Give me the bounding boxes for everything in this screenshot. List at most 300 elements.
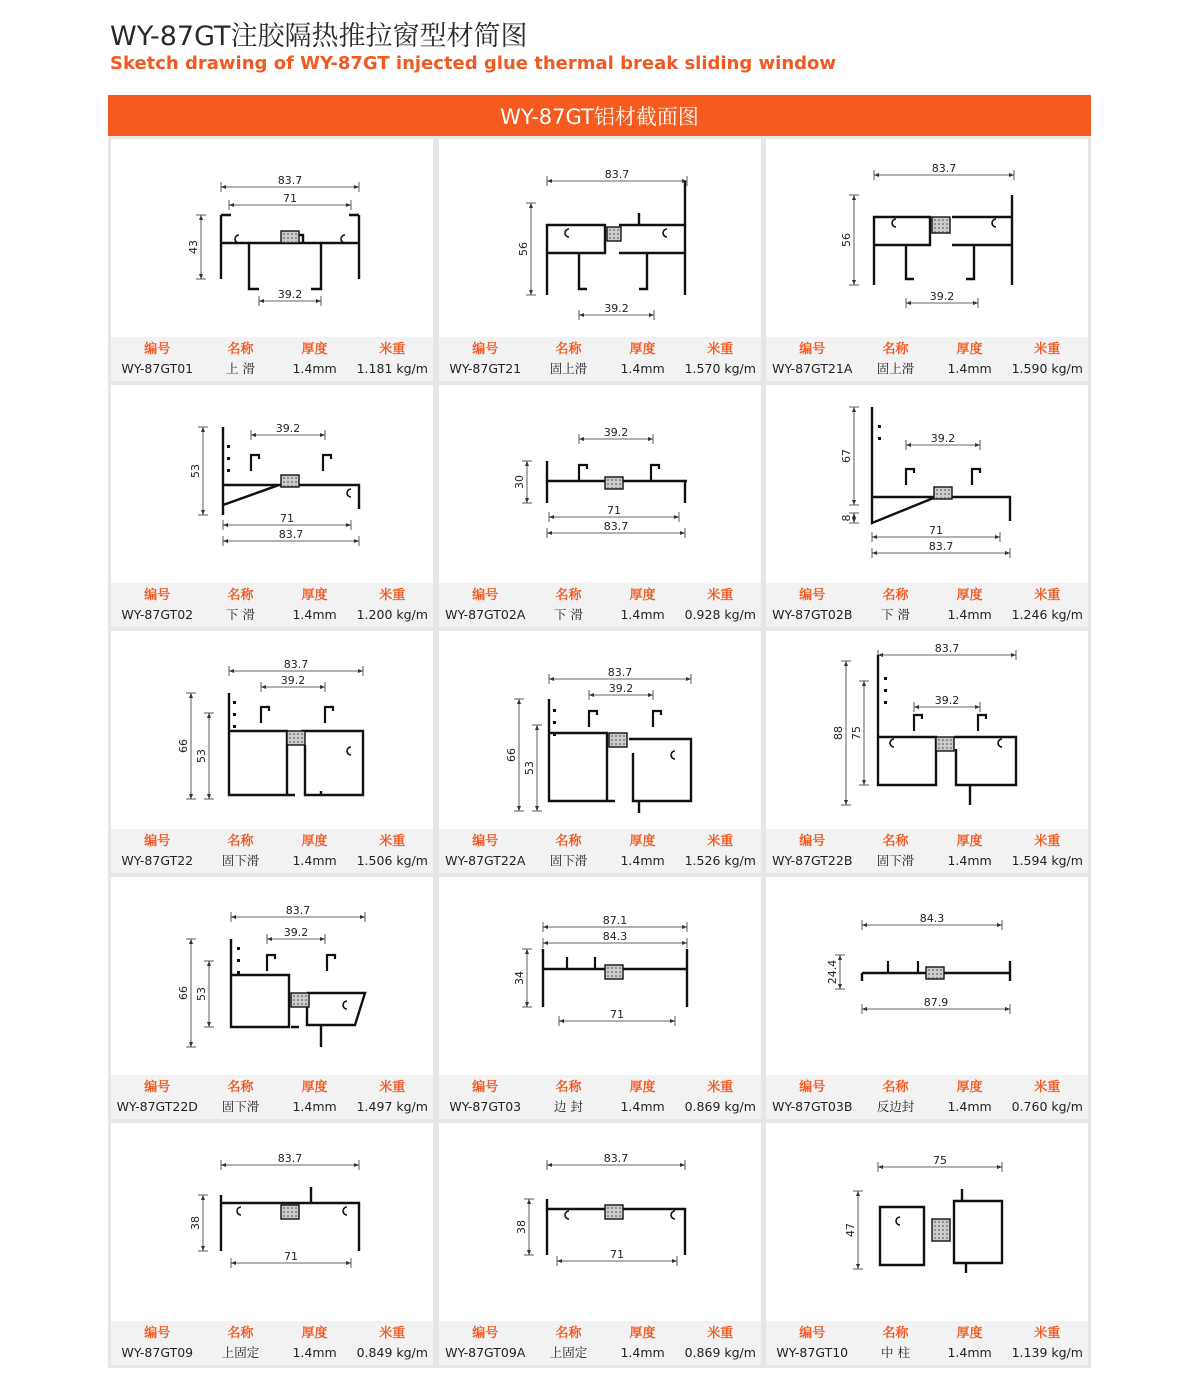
spec-row <box>766 337 1088 381</box>
spec-value: 上 滑 <box>226 361 256 376</box>
spec-label: 名称 <box>882 342 909 357</box>
brush-slot <box>233 725 236 728</box>
spec-label: 名称 <box>555 1080 582 1095</box>
spec-value: 固下滑 <box>221 853 260 868</box>
spec-value: 边 封 <box>554 1099 584 1114</box>
spec-value: 1.200 kg/m <box>356 607 428 622</box>
spec-value: 1.4mm <box>620 1099 665 1114</box>
spec-value: 1.4mm <box>620 607 665 622</box>
dim-height <box>187 215 206 279</box>
svg-text:83.7: 83.7 <box>283 658 309 671</box>
spec-label: 米重 <box>1034 1080 1061 1095</box>
svg-text:8: 8 <box>840 514 853 522</box>
spec-label: 厚度 <box>301 1080 328 1095</box>
hook-rail <box>327 955 335 971</box>
glue-strip <box>932 217 950 233</box>
dim-width <box>878 1154 1002 1172</box>
dim-outer <box>862 996 1010 1014</box>
spec-row <box>439 829 761 873</box>
spec-label: 编号 <box>472 342 499 357</box>
spec-label: 米重 <box>1034 834 1061 849</box>
spec-weight <box>1007 1321 1088 1365</box>
profile-drawing <box>111 631 433 829</box>
spec-row <box>766 583 1088 627</box>
spec-code <box>111 1321 204 1365</box>
spec-value: WY-87GT02B <box>772 607 853 622</box>
spec-weight <box>1007 583 1088 627</box>
dim-inner-height <box>195 961 214 1027</box>
profile-section <box>878 655 1016 805</box>
glue-strip <box>281 231 299 243</box>
hook-rail <box>251 455 259 471</box>
glue-strip <box>609 733 627 747</box>
spec-label: 米重 <box>1034 1326 1061 1341</box>
spec-value: 中 柱 <box>881 1345 911 1360</box>
svg-text:83.7: 83.7 <box>285 904 311 917</box>
spec-name <box>204 1075 278 1119</box>
spec-label: 厚度 <box>956 1080 983 1095</box>
brush-slot <box>227 445 230 448</box>
svg-text:83.7: 83.7 <box>603 1152 629 1165</box>
svg-text:39.2: 39.2 <box>608 682 634 695</box>
dim-height <box>515 1199 534 1255</box>
spec-thickness <box>278 337 352 381</box>
spec-value: WY-87GT21A <box>772 361 853 376</box>
profile-card <box>766 139 1088 381</box>
spec-label: 编号 <box>144 1080 171 1095</box>
spec-value: 1.4mm <box>947 853 992 868</box>
profile-card <box>439 139 761 381</box>
spec-code <box>766 337 859 381</box>
dim-track <box>914 694 980 712</box>
brush-slot <box>227 457 230 460</box>
spec-label: 名称 <box>882 1326 909 1341</box>
spec-value: 1.497 kg/m <box>356 1099 428 1114</box>
glue-strip <box>934 487 952 499</box>
svg-text:71: 71 <box>284 1250 298 1263</box>
glue-strip <box>607 227 621 241</box>
spec-label: 名称 <box>555 834 582 849</box>
spec-row <box>439 1075 761 1119</box>
brush-slot <box>227 469 230 472</box>
spec-label: 编号 <box>799 834 826 849</box>
dim-height <box>189 427 208 515</box>
dim-height <box>177 939 196 1047</box>
spec-row <box>766 829 1088 873</box>
spec-name <box>859 1321 933 1365</box>
spec-value: 下 滑 <box>226 607 256 622</box>
groove-mark <box>663 229 667 237</box>
spec-label: 名称 <box>227 834 254 849</box>
glue-strip <box>926 967 944 979</box>
spec-label: 米重 <box>379 342 406 357</box>
spec-label: 厚度 <box>956 834 983 849</box>
glue-strip <box>932 1219 950 1241</box>
profile-card <box>766 385 1088 627</box>
spec-weight <box>352 337 433 381</box>
spec-value: WY-87GT09 <box>121 1345 194 1360</box>
groove-mark <box>896 1217 900 1225</box>
spec-label: 米重 <box>707 1080 734 1095</box>
spec-label: 厚度 <box>629 1326 656 1341</box>
svg-text:38: 38 <box>515 1220 528 1234</box>
dim-height <box>844 1191 863 1269</box>
spec-value: 1.4mm <box>620 361 665 376</box>
profile-card <box>439 1123 761 1365</box>
svg-text:39.2: 39.2 <box>930 432 956 445</box>
spec-thickness <box>606 337 680 381</box>
dim-height <box>840 407 859 505</box>
fin <box>567 957 595 969</box>
spec-row <box>111 829 433 873</box>
dim-height <box>177 693 196 799</box>
svg-text:71: 71 <box>280 512 294 525</box>
profile-section <box>221 215 359 289</box>
spec-value: 1.139 kg/m <box>1011 1345 1083 1360</box>
dim-width <box>547 1152 685 1170</box>
spec-value: 0.928 kg/m <box>684 607 756 622</box>
spec-value: 1.526 kg/m <box>684 853 756 868</box>
spec-value: 1.4mm <box>292 1345 337 1360</box>
dim-inner-height <box>850 681 869 785</box>
spec-label: 编号 <box>144 834 171 849</box>
spec-thickness <box>933 1075 1007 1119</box>
svg-text:66: 66 <box>177 739 190 753</box>
page-subtitle: Sketch drawing of WY-87GT injected glue thermal break sliding window <box>110 53 837 74</box>
spec-label: 厚度 <box>956 1326 983 1341</box>
glue-strip <box>291 993 309 1007</box>
svg-text:47: 47 <box>844 1223 857 1237</box>
spec-label: 编号 <box>799 342 826 357</box>
spec-weight <box>1007 1075 1088 1119</box>
spec-value: 1.4mm <box>947 1099 992 1114</box>
profile-drawing <box>439 1123 761 1321</box>
spec-label: 厚度 <box>629 1080 656 1095</box>
spec-label: 名称 <box>555 1326 582 1341</box>
spec-name <box>532 583 606 627</box>
hook-rail <box>267 955 275 971</box>
profile-section <box>223 427 359 515</box>
spec-value: 0.869 kg/m <box>684 1099 756 1114</box>
svg-text:66: 66 <box>177 986 190 1000</box>
brush-slot <box>553 709 556 712</box>
spec-label: 厚度 <box>956 342 983 357</box>
spec-weight <box>1007 829 1088 873</box>
dim-width <box>862 912 1002 930</box>
spec-label: 名称 <box>227 1080 254 1095</box>
profile-card <box>439 385 761 627</box>
glue-strip <box>605 965 623 979</box>
spec-row <box>111 1075 433 1119</box>
spec-value: 固下滑 <box>876 853 915 868</box>
spec-thickness <box>278 1075 352 1119</box>
dim-height <box>513 949 532 1007</box>
spec-name <box>204 583 278 627</box>
spec-value: 固上滑 <box>876 361 915 376</box>
spec-weight <box>680 829 761 873</box>
svg-text:84.3: 84.3 <box>919 912 945 925</box>
spec-name <box>204 829 278 873</box>
svg-text:88: 88 <box>832 726 845 740</box>
svg-text:71: 71 <box>610 1248 624 1261</box>
spec-label: 米重 <box>707 342 734 357</box>
svg-text:71: 71 <box>283 192 297 205</box>
spec-label: 编号 <box>472 1326 499 1341</box>
spec-label: 编号 <box>472 588 499 603</box>
brush-slot <box>553 733 556 736</box>
svg-text:71: 71 <box>929 524 943 537</box>
profile-card <box>439 631 761 873</box>
profile-card <box>111 385 433 627</box>
glue-strip <box>605 1205 623 1219</box>
spec-row <box>111 337 433 381</box>
svg-text:53: 53 <box>523 761 536 775</box>
svg-text:83.7: 83.7 <box>928 540 954 553</box>
spec-label: 厚度 <box>629 342 656 357</box>
groove-mark <box>671 751 675 759</box>
profile-card <box>111 631 433 873</box>
dim-height <box>505 699 524 811</box>
fin <box>888 961 918 973</box>
dim-track <box>906 290 978 308</box>
svg-text:83.7: 83.7 <box>603 520 629 533</box>
svg-text:71: 71 <box>610 1008 624 1021</box>
dim-height <box>513 461 532 503</box>
spec-code <box>439 1321 532 1365</box>
dim-width <box>543 930 687 948</box>
spec-value: WY-87GT03 <box>449 1099 522 1114</box>
spec-value: 1.4mm <box>620 1345 665 1360</box>
spec-label: 厚度 <box>629 588 656 603</box>
spec-label: 名称 <box>227 342 254 357</box>
dim-width <box>231 904 365 922</box>
brush-slot <box>884 689 887 692</box>
glue-strip <box>936 737 954 751</box>
spec-value: 下 滑 <box>881 607 911 622</box>
spec-thickness <box>933 1321 1007 1365</box>
svg-text:34: 34 <box>513 971 526 985</box>
spec-value: 1.4mm <box>292 607 337 622</box>
brush-slot <box>884 677 887 680</box>
spec-label: 名称 <box>227 1326 254 1341</box>
spec-code <box>439 1075 532 1119</box>
spec-value: WY-87GT02 <box>121 607 194 622</box>
dim-track <box>579 426 653 444</box>
svg-text:75: 75 <box>933 1154 947 1167</box>
groove-mark <box>890 739 894 747</box>
spec-code <box>439 337 532 381</box>
spec-weight <box>680 583 761 627</box>
spec-thickness <box>606 1075 680 1119</box>
spec-value: 反边封 <box>876 1099 915 1114</box>
groove-mark <box>998 739 1002 747</box>
spec-code <box>439 829 532 873</box>
spec-value: 0.849 kg/m <box>356 1345 428 1360</box>
spec-label: 编号 <box>799 588 826 603</box>
spec-value: 0.869 kg/m <box>684 1345 756 1360</box>
svg-text:53: 53 <box>195 987 208 1001</box>
hook-rail <box>914 715 922 731</box>
spec-value: 1.4mm <box>947 607 992 622</box>
spec-weight <box>352 1321 433 1365</box>
spec-value: WY-87GT22A <box>445 853 526 868</box>
svg-text:38: 38 <box>189 1216 202 1230</box>
spec-label: 厚度 <box>301 1326 328 1341</box>
hook-rail <box>325 707 333 723</box>
groove-mark <box>347 747 351 755</box>
spec-label: 编号 <box>799 1326 826 1341</box>
spec-thickness <box>933 337 1007 381</box>
spec-row <box>439 1321 761 1365</box>
dim-width <box>872 540 1010 558</box>
spec-code <box>766 1321 859 1365</box>
spec-code <box>439 583 532 627</box>
brush-slot <box>878 437 881 440</box>
spec-value: WY-87GT22D <box>116 1099 198 1114</box>
spec-value: 1.4mm <box>292 361 337 376</box>
page-title: WY-87GT注胶隔热推拉窗型材简图 <box>110 21 528 52</box>
groove-mark <box>343 1207 347 1215</box>
svg-text:53: 53 <box>195 749 208 763</box>
spec-name <box>204 1321 278 1365</box>
spec-thickness <box>606 1321 680 1365</box>
spec-label: 编号 <box>144 588 171 603</box>
spec-weight <box>680 1075 761 1119</box>
spec-code <box>111 1075 204 1119</box>
spec-value: 固上滑 <box>549 361 588 376</box>
profile-section <box>549 699 691 813</box>
spec-row <box>766 1321 1088 1365</box>
spec-row <box>111 1321 433 1365</box>
spec-value: WY-87GT22B <box>772 853 853 868</box>
spec-value: 1.594 kg/m <box>1011 853 1083 868</box>
svg-text:87.1: 87.1 <box>602 914 628 927</box>
dim-track <box>579 302 654 320</box>
svg-text:84.3: 84.3 <box>602 930 628 943</box>
brush-slot <box>237 959 240 962</box>
dim-inner-height <box>523 725 542 811</box>
spec-weight <box>1007 337 1088 381</box>
glue-strip <box>287 731 305 745</box>
spec-value: 1.570 kg/m <box>684 361 756 376</box>
spec-code <box>766 829 859 873</box>
svg-text:56: 56 <box>840 233 853 247</box>
profile-drawing <box>439 877 761 1075</box>
dim-width <box>221 1152 359 1170</box>
spec-label: 米重 <box>379 834 406 849</box>
spec-value: WY-87GT01 <box>121 361 194 376</box>
spec-value: 1.590 kg/m <box>1011 361 1083 376</box>
spec-label: 名称 <box>227 588 254 603</box>
spec-thickness <box>606 583 680 627</box>
dim-width <box>878 642 1016 660</box>
spec-label: 编号 <box>472 1080 499 1095</box>
dim-width <box>223 528 359 546</box>
spec-code <box>766 1075 859 1119</box>
profile-grid <box>108 136 1091 1368</box>
brush-slot <box>237 947 240 950</box>
profile-drawing <box>111 877 433 1075</box>
spec-row <box>439 583 761 627</box>
spec-thickness <box>606 829 680 873</box>
spec-value: WY-87GT02A <box>445 607 526 622</box>
hook-rail <box>653 711 661 727</box>
spec-value: 上固定 <box>549 1345 588 1360</box>
glue-strip <box>281 475 299 487</box>
profile-card <box>766 1123 1088 1365</box>
brush-slot <box>553 721 556 724</box>
groove-mark <box>237 1207 241 1215</box>
profile-section <box>874 195 1012 285</box>
spec-thickness <box>278 829 352 873</box>
spec-value: 1.181 kg/m <box>356 361 428 376</box>
profile-card <box>111 139 433 381</box>
dim-width <box>874 162 1014 180</box>
spec-value: 1.4mm <box>947 361 992 376</box>
spec-value: 上固定 <box>221 1345 260 1360</box>
spec-label: 编号 <box>144 1326 171 1341</box>
dim-inner <box>557 1248 677 1266</box>
svg-text:39.2: 39.2 <box>275 422 301 435</box>
profile-drawing <box>111 385 433 583</box>
spec-label: 米重 <box>707 588 734 603</box>
spec-label: 编号 <box>144 342 171 357</box>
spec-label: 米重 <box>707 834 734 849</box>
svg-text:75: 75 <box>850 726 863 740</box>
spec-label: 名称 <box>555 342 582 357</box>
groove-mark <box>565 1211 569 1219</box>
spec-thickness <box>933 829 1007 873</box>
brush-slot <box>233 701 236 704</box>
spec-code <box>766 583 859 627</box>
dim-height <box>826 955 845 989</box>
svg-text:39.2: 39.2 <box>280 674 306 687</box>
spec-name <box>859 1075 933 1119</box>
spec-name <box>859 337 933 381</box>
spec-label: 厚度 <box>629 834 656 849</box>
hook-rail <box>972 469 980 485</box>
spec-label: 米重 <box>379 1326 406 1341</box>
dim-inner <box>559 1008 675 1026</box>
spec-value: 1.246 kg/m <box>1011 607 1083 622</box>
spec-label: 厚度 <box>301 342 328 357</box>
svg-text:39.2: 39.2 <box>283 926 309 939</box>
spec-label: 米重 <box>379 588 406 603</box>
dim-height <box>517 203 536 295</box>
svg-text:66: 66 <box>505 748 518 762</box>
spec-label: 名称 <box>882 588 909 603</box>
profile-card <box>766 631 1088 873</box>
dim-track <box>589 682 653 700</box>
spec-row <box>111 583 433 627</box>
profile-drawing <box>439 385 761 583</box>
spec-weight <box>680 337 761 381</box>
spec-value: 1.4mm <box>620 853 665 868</box>
dim-width <box>547 520 685 538</box>
spec-row <box>439 337 761 381</box>
spec-label: 名称 <box>882 1080 909 1095</box>
dim-track <box>251 422 325 440</box>
dim-inner <box>229 192 351 210</box>
svg-text:83.7: 83.7 <box>277 1152 303 1165</box>
hook-rail <box>589 711 597 727</box>
groove-mark <box>565 229 569 237</box>
section-banner: WY-87GT铝材截面图 <box>108 95 1091 136</box>
profile-drawing <box>439 631 761 829</box>
spec-label: 米重 <box>379 1080 406 1095</box>
hook-rail <box>579 465 587 481</box>
svg-text:39.2: 39.2 <box>934 694 960 707</box>
